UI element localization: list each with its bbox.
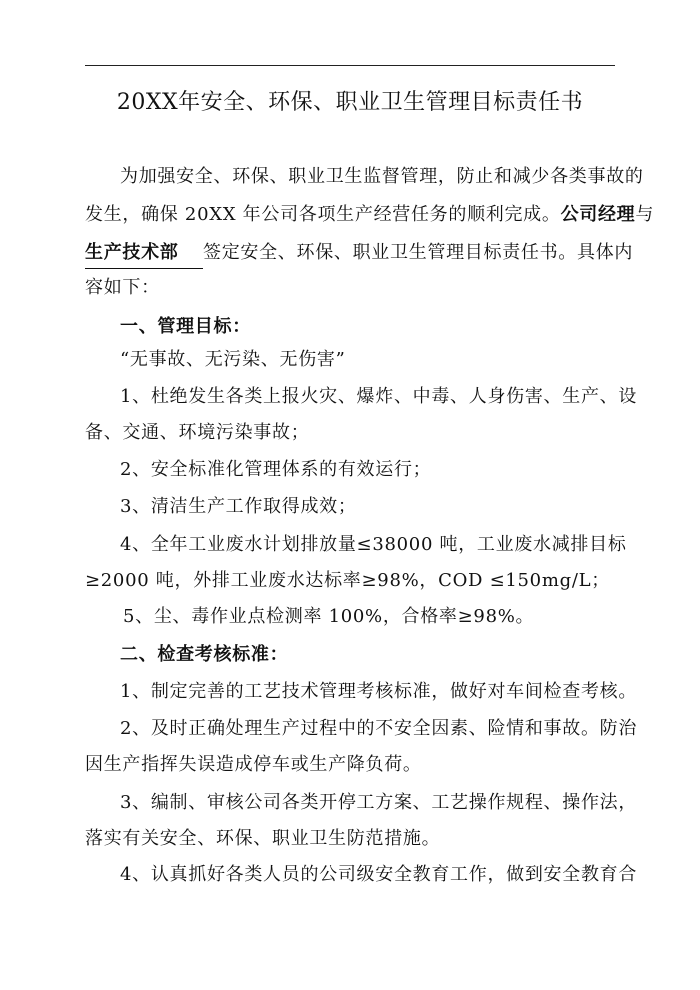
intro-line-2-text: 发生，确保 20XX 年公司各项生产经营任务的顺利完成。: [85, 204, 561, 225]
section-2-heading: 二、检查考核标准：: [120, 644, 289, 665]
section-1-item-3: 3、清洁生产工作取得成效；: [120, 496, 357, 517]
section-2-item-2-line-2: 因生产指挥失误造成停车或生产降负荷。: [85, 754, 422, 775]
document-title: 20XX年安全、环保、职业卫生管理目标责任书: [116, 90, 584, 115]
intro-line-1: 为加强安全、环保、职业卫生监督管理，防止和减少各类事故的: [120, 166, 644, 187]
section-1-slogan: “无事故、无污染、无伤害”: [120, 349, 346, 370]
intro-line-2: [85, 200, 654, 230]
intro-line-4: 容如下：: [85, 277, 160, 298]
intro-line-3: [85, 238, 633, 269]
section-2-item-3-line-2: 落实有关安全、环保、职业卫生防范措施。: [85, 828, 441, 849]
section-1-item-4-line-1: 4、全年工业废水计划排放量≤38000 吨，工业废水减排目标: [120, 534, 627, 555]
intro-line-3-text: 签定安全、环保、职业卫生管理目标责任书。具体内: [203, 242, 634, 263]
party-b-field: 生产技术部: [85, 238, 203, 269]
intro-line-2-tail: 与: [635, 204, 655, 225]
section-1-item-4-line-2: ≥2000 吨，外排工业废水达标率≥98%，COD ≤150mg/L；: [85, 570, 610, 591]
section-2-item-4-line-1: 4、认真抓好各类人员的公司级安全教育工作，做到安全教育合: [120, 864, 638, 885]
section-1-item-2: 2、安全标准化管理体系的有效运行；: [120, 459, 432, 480]
header-rule: [85, 65, 615, 66]
party-a: 公司经理: [560, 204, 636, 225]
section-1-heading: 一、管理目标：: [120, 316, 251, 337]
section-1-item-5: 5、尘、毒作业点检测率 100%，合格率≥98%。: [123, 606, 535, 627]
section-2-item-3-line-1: 3、编制、审核公司各类开停工方案、工艺操作规程、操作法，: [120, 792, 638, 813]
section-1-item-1-line-1: 1、杜绝发生各类上报火灾、爆炸、中毒、人身伤害、生产、设: [120, 386, 638, 407]
section-1-item-1-line-2: 备、交通、环境污染事故；: [85, 422, 310, 443]
section-2-item-1: 1、制定完善的工艺技术管理考核标准，做好对车间检查考核。: [120, 681, 638, 702]
section-2-item-2-line-1: 2、及时正确处理生产过程中的不安全因素、险情和事故。防治: [120, 718, 638, 739]
